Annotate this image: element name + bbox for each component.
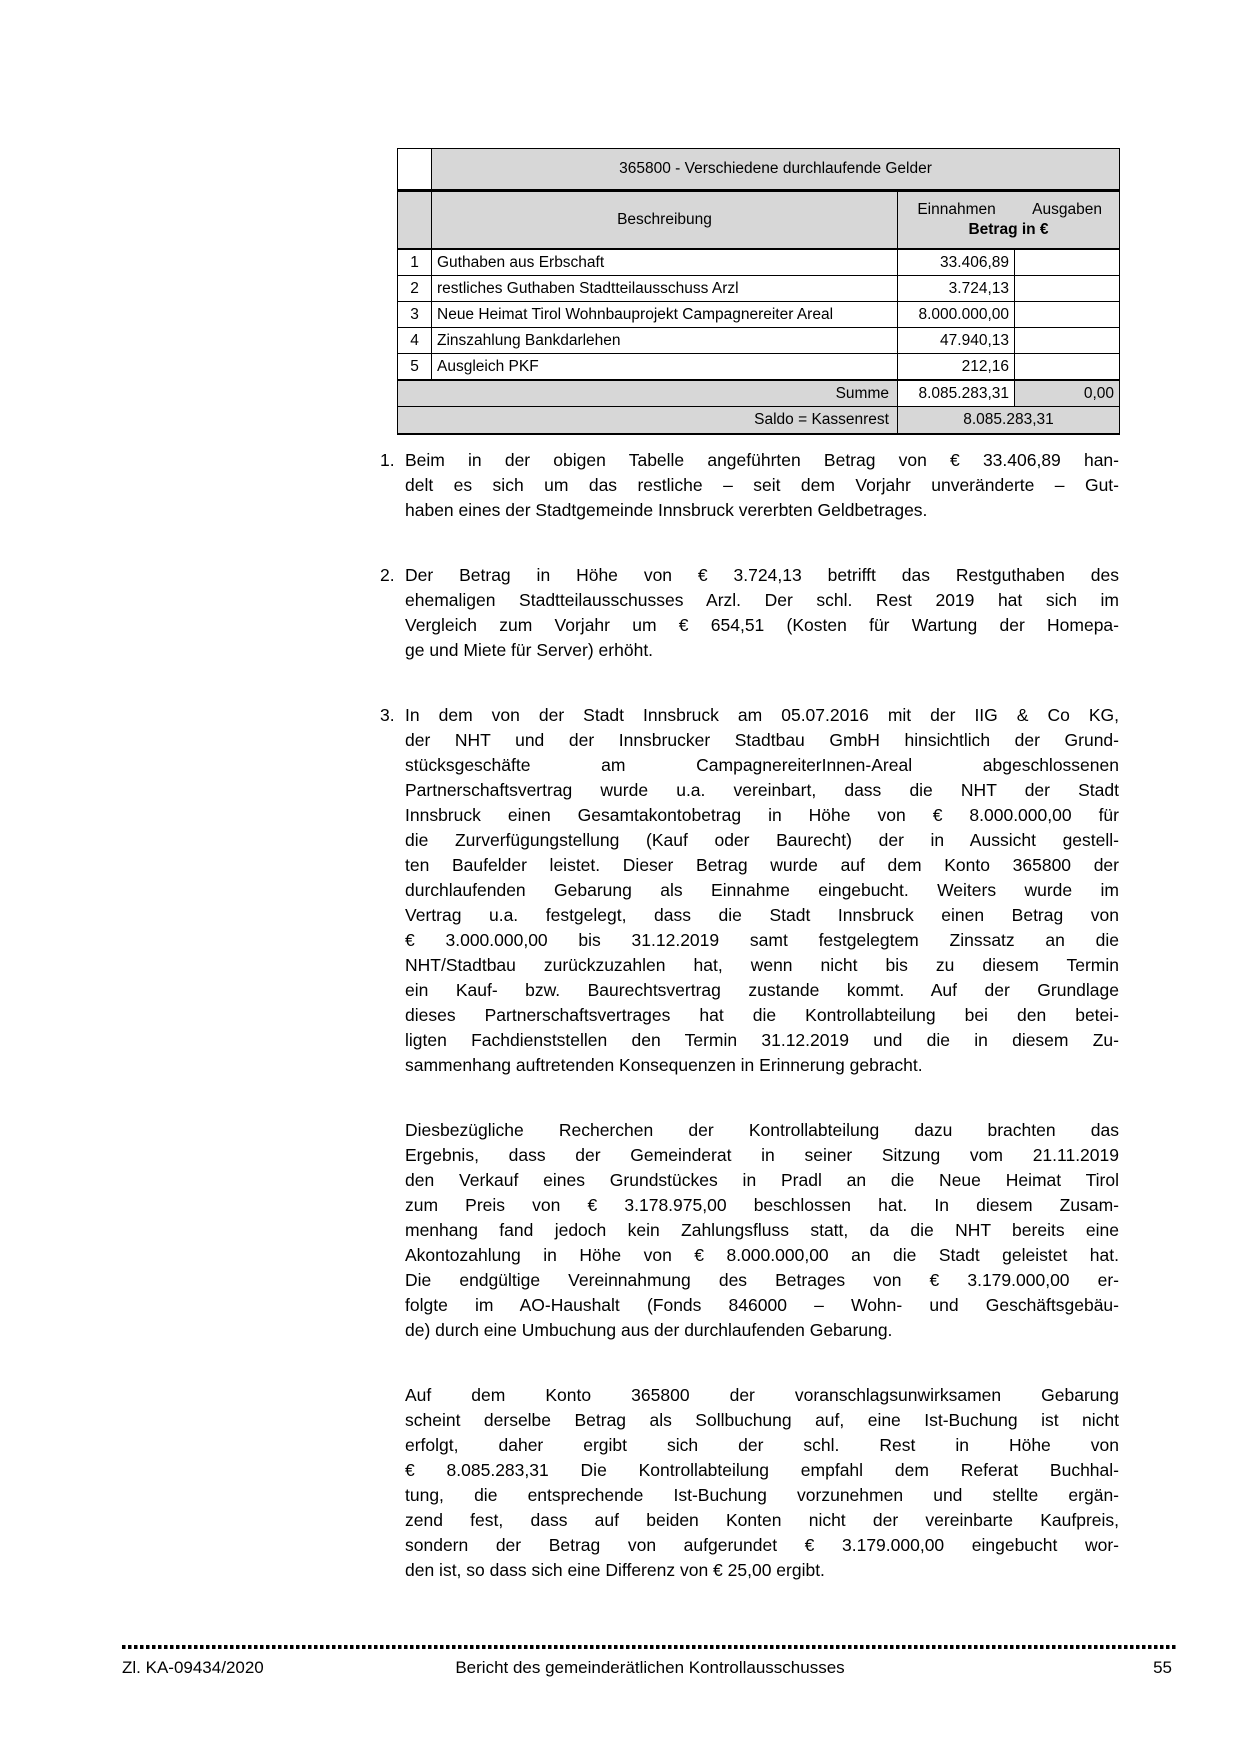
row-number: 4 [398,328,432,354]
table-row [398,302,1120,328]
text-line: tung, die entsprechende Ist-Buchung vorzunehmen und stellte ergän- [405,1485,1119,1505]
footer-report-title: Bericht des gemeinderätlichen Kontrollausschusses [455,1657,845,1677]
text-line: zend fest, dass auf beiden Konten nicht der vereinbarte Kaufpreis, [405,1510,1119,1530]
table-row [398,328,1120,354]
text-line: durchlaufenden Gebarung als Einnahme eingebucht. Weiters wurde im [405,880,1119,900]
text-line: NHT/Stadtbau zurückzuzahlen hat, wenn nicht bis zu diesem Termin [405,955,1119,975]
text-line: sondern der Betrag von aufgerundet € 3.179.000,00 eingebucht wor- [405,1535,1119,1555]
text-line: Vergleich zum Vorjahr um € 654,51 (Kosten für Wartung der Homepa- [405,615,1119,635]
numbered-paragraph [380,448,1119,523]
numbered-paragraph [380,563,1119,663]
text-line: scheint derselbe Betrag als Sollbuchung auf, eine Ist-Buchung ist nicht [405,1410,1119,1430]
saldo-value: 8.085.283,31 [898,407,1120,435]
row-ausgaben-value [1015,302,1120,328]
table-header-row [398,191,1120,250]
text-line: den ist, so dass sich eine Differenz von € 25,00 ergibt. [405,1560,825,1580]
summe-row [398,380,1120,407]
row-einnahmen-value: 212,16 [898,354,1015,381]
row-ausgaben-value [1015,354,1120,381]
text-line: dieses Partnerschaftsvertrages hat die Kontrollabteilung bei den betei- [405,1005,1119,1025]
row-einnahmen-value: 3.724,13 [898,276,1015,302]
footer-page-number: 55 [1153,1657,1172,1677]
row-description: Neue Heimat Tirol Wohnbauprojekt Campagnereiter Areal [432,302,898,328]
text-line: menhang fand jedoch kein Zahlungsfluss statt, da die NHT bereits eine [405,1220,1119,1240]
financial-table [397,148,1120,435]
column-header-einnahmen: Einnahmen [917,201,996,218]
text-line: Auf dem Konto 365800 der voranschlagsunwirksamen Gebarung [405,1385,1119,1405]
betrag-in-euro-label: Betrag in € [968,221,1049,238]
row-description: Guthaben aus Erbschaft [432,249,898,276]
list-number: 3. [380,705,395,725]
table-row [398,249,1120,276]
footer-reference-number: Zl. KA-09434/2020 [122,1657,264,1677]
saldo-row [398,407,1120,435]
column-header-ausgaben: Ausgaben [1032,201,1102,218]
text-line: Die endgültige Vereinnahmung des Betrages von € 3.179.000,00 er- [405,1270,1119,1290]
text-line: € 3.000.000,00 bis 31.12.2019 samt festgelegtem Zinssatz an die [405,930,1119,950]
text-line: die Zurverfügungstellung (Kauf oder Baurecht) der in Aussicht gestell- [405,830,1119,850]
list-number: 2. [380,565,395,585]
text-line: ehemaligen Stadtteilausschusses Arzl. Der schl. Rest 2019 hat sich im [405,590,1119,610]
text-line: Vertrag u.a. festgelegt, dass die Stadt Innsbruck einen Betrag von [405,905,1119,925]
text-line: ge und Miete für Server) erhöht. [405,640,654,660]
table-header-corner-cell [398,191,432,250]
text-line: Ergebnis, dass der Gemeinderat in seiner Sitzung vom 21.11.2019 [405,1145,1119,1165]
row-einnahmen-value: 8.000.000,00 [898,302,1015,328]
saldo-label: Saldo = Kassenrest [398,407,898,435]
row-number: 5 [398,354,432,381]
table-row [398,354,1120,381]
paragraph [380,1383,1119,1583]
table-corner-cell [398,149,432,191]
text-line: Der Betrag in Höhe von € 3.724,13 betrifft das Restguthaben des [405,565,1119,585]
text-line: In dem von der Stadt Innsbruck am 05.07.2016 mit der IIG & Co KG, [405,705,1119,725]
text-line: ein Kauf- bzw. Baurechtsvertrag zustande kommt. Auf der Grundlage [405,980,1119,1000]
text-line: zum Preis von € 3.178.975,00 beschlossen hat. In diesem Zusam- [405,1195,1119,1215]
text-line: den Verkauf eines Grundstückes in Pradl an die Neue Heimat Tirol [405,1170,1119,1190]
list-number: 1. [380,450,395,470]
row-description: restliches Guthaben Stadtteilausschuss Arzl [432,276,898,302]
row-number: 2 [398,276,432,302]
text-line: delt es sich um das restliche – seit dem Vorjahr unveränderte – Gut- [405,475,1119,495]
paragraph [380,1118,1119,1343]
column-header-beschreibung: Beschreibung [432,191,898,250]
table-row [398,276,1120,302]
text-line: Diesbezügliche Recherchen der Kontrollabteilung dazu brachten das [405,1120,1119,1140]
summe-ausgaben-value: 0,00 [1015,380,1120,407]
text-line: stücksgeschäfte am CampagnereiterInnen-Areal abgeschlossenen [405,755,1119,775]
text-line: haben eines der Stadtgemeinde Innsbruck vererbten Geldbetrages. [405,500,928,520]
summe-label: Summe [398,380,898,407]
text-line: erfolgt, daher ergibt sich der schl. Rest in Höhe von [405,1435,1119,1455]
text-line: ligten Fachdienststellen den Termin 31.12.2019 und die in diesem Zu- [405,1030,1119,1050]
text-line: Partnerschaftsvertrag wurde u.a. vereinbart, dass die NHT der Stadt [405,780,1119,800]
row-description: Ausgleich PKF [432,354,898,381]
row-ausgaben-value [1015,276,1120,302]
text-line: sammenhang auftretenden Konsequenzen in Erinnerung gebracht. [405,1055,923,1075]
footer-dotted-divider [122,1645,1178,1649]
amount-column-labels [898,201,1119,219]
table-title-row [398,149,1120,191]
text-line: € 8.085.283,31 Die Kontrollabteilung empfahl dem Referat Buchhal- [405,1460,1119,1480]
row-number: 1 [398,249,432,276]
text-line: Innsbruck einen Gesamtakontobetrag in Höhe von € 8.000.000,00 für [405,805,1119,825]
text-line: folgte im AO-Haushalt (Fonds 846000 – Wohn- und Geschäftsgebäu- [405,1295,1119,1315]
text-line: de) durch eine Umbuchung aus der durchlaufenden Gebarung. [405,1320,893,1340]
summe-einnahmen-value: 8.085.283,31 [898,380,1015,407]
row-description: Zinszahlung Bankdarlehen [432,328,898,354]
footer-text-row [122,1658,1178,1680]
row-ausgaben-value [1015,249,1120,276]
row-number: 3 [398,302,432,328]
numbered-paragraph [380,703,1119,1078]
text-line: der NHT und der Innsbrucker Stadtbau GmbH hinsichtlich der Grund- [405,730,1119,750]
row-einnahmen-value: 33.406,89 [898,249,1015,276]
text-line: ten Baufelder leistet. Dieser Betrag wurde auf dem Konto 365800 der [405,855,1119,875]
text-line: Akontozahlung in Höhe von € 8.000.000,00 an die Stadt geleistet hat. [405,1245,1119,1265]
row-einnahmen-value: 47.940,13 [898,328,1015,354]
page-footer [122,1645,1178,1680]
paragraphs [380,448,1119,1623]
text-line: Beim in der obigen Tabelle angeführten Betrag von € 33.406,89 han- [405,450,1119,470]
table-title: 365800 - Verschiedene durchlaufende Gelder [432,149,1120,191]
amount-columns-header [898,191,1120,250]
row-ausgaben-value [1015,328,1120,354]
